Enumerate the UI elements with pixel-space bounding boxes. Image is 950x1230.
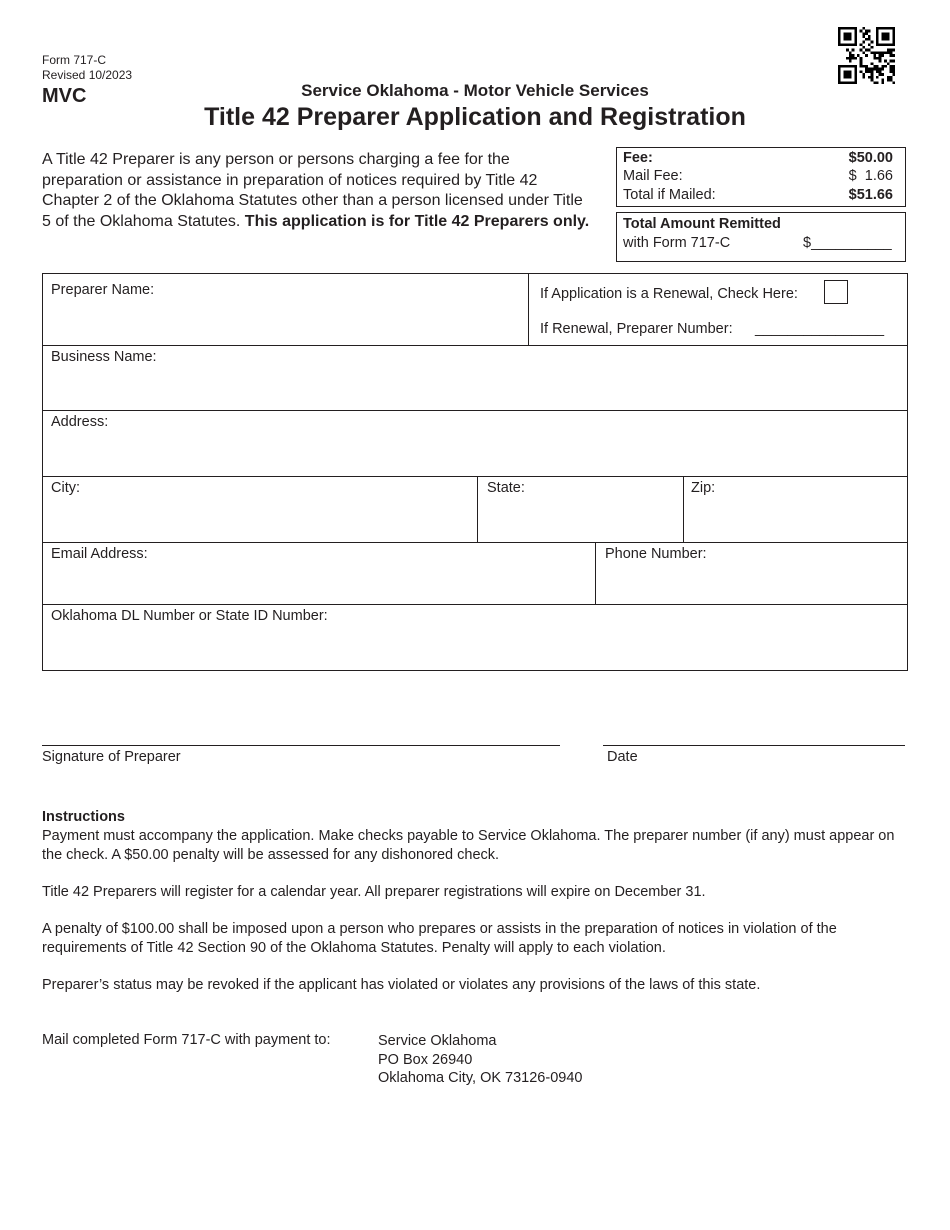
total-remitted-label: Total Amount Remitted (623, 216, 781, 232)
total-if-mailed-value: $51.66 (848, 187, 893, 203)
division-code: MVC (42, 85, 87, 107)
dl-number-field[interactable]: Oklahoma DL Number or State ID Number: (51, 608, 328, 624)
revised-date: Revised 10/2023 (42, 68, 133, 82)
date-label: Date (607, 749, 638, 765)
application-form (42, 273, 908, 671)
mailing-line-2: PO Box 26940 (378, 1051, 473, 1068)
intro-paragraph (42, 150, 592, 232)
intro-text: A Title 42 Preparer is any person or persons charging a fee for the preparation or assistance in preparation of notices required by Title 42 Chapter 2 of the Oklahoma Statutes other than a person licensed under Title 5 of the Oklahoma Statutes. (42, 151, 583, 230)
fee-box (616, 147, 906, 207)
renewal-check-label: If Application is a Renewal, Check Here: (540, 286, 798, 302)
mail-fee-label: Mail Fee: (623, 168, 683, 184)
renewal-checkbox[interactable] (824, 280, 848, 304)
total-remitted-box (616, 212, 906, 262)
signature-line[interactable] (42, 745, 560, 746)
fee-label: Fee: (623, 150, 653, 166)
instructions-paragraph-1: Payment must accompany the application. Make checks payable to Service Oklahoma. The preparer number (if any) must appear on the check. A $50.00 penalty will be assessed for any dishonored check. (42, 828, 895, 863)
qr-code-icon (838, 27, 895, 84)
instructions-paragraph-3: A penalty of $100.00 shall be imposed upon a person who prepares or assists in the preparation of notices in violation of the requirements of Title 42 Section 90 of the Oklahoma Statutes. Penalty will apply to each violation. (42, 921, 837, 956)
email-field[interactable]: Email Address: (51, 546, 148, 562)
city-field[interactable]: City: (51, 480, 80, 496)
zip-field[interactable]: Zip: (691, 480, 716, 496)
page-title: Title 42 Preparer Application and Registration (204, 103, 746, 131)
mailing-line-3: Oklahoma City, OK 73126-0940 (378, 1070, 583, 1086)
phone-field[interactable]: Phone Number: (605, 546, 707, 562)
address-field[interactable]: Address: (51, 414, 109, 430)
mailing-line-1: Service Oklahoma (378, 1033, 497, 1049)
renewal-number-input[interactable]: ________________ (755, 321, 885, 337)
business-name-field[interactable]: Business Name: (51, 349, 157, 365)
form-number: Form 717-C (42, 53, 107, 67)
date-line[interactable] (603, 745, 905, 746)
total-remitted-input[interactable]: $__________ (803, 235, 892, 251)
signature-label: Signature of Preparer (42, 749, 181, 765)
agency-name: Service Oklahoma - Motor Vehicle Services (301, 81, 649, 100)
state-field[interactable]: State: (487, 480, 525, 496)
instructions-heading: Instructions (42, 809, 125, 825)
renewal-number-label: If Renewal, Preparer Number: (540, 321, 733, 337)
intro-bold-text: This application is for Title 42 Preparers only. (244, 212, 590, 230)
instructions-paragraph-4: Preparer’s status may be revoked if the applicant has violated or violates any provisions of the laws of this state. (42, 977, 761, 993)
mailing-address (378, 1032, 582, 1088)
fee-value: $50.00 (848, 150, 893, 166)
mailing-label: Mail completed Form 717-C with payment to: (42, 1032, 331, 1048)
total-if-mailed-label: Total if Mailed: (623, 187, 716, 203)
mail-fee-value: $ 1.66 (848, 168, 893, 184)
remitted-with-label: with Form 717-C (623, 235, 731, 251)
preparer-name-field[interactable]: Preparer Name: (51, 282, 155, 298)
instructions-paragraph-2: Title 42 Preparers will register for a calendar year. All preparer registrations will expire on December 31. (42, 884, 706, 900)
